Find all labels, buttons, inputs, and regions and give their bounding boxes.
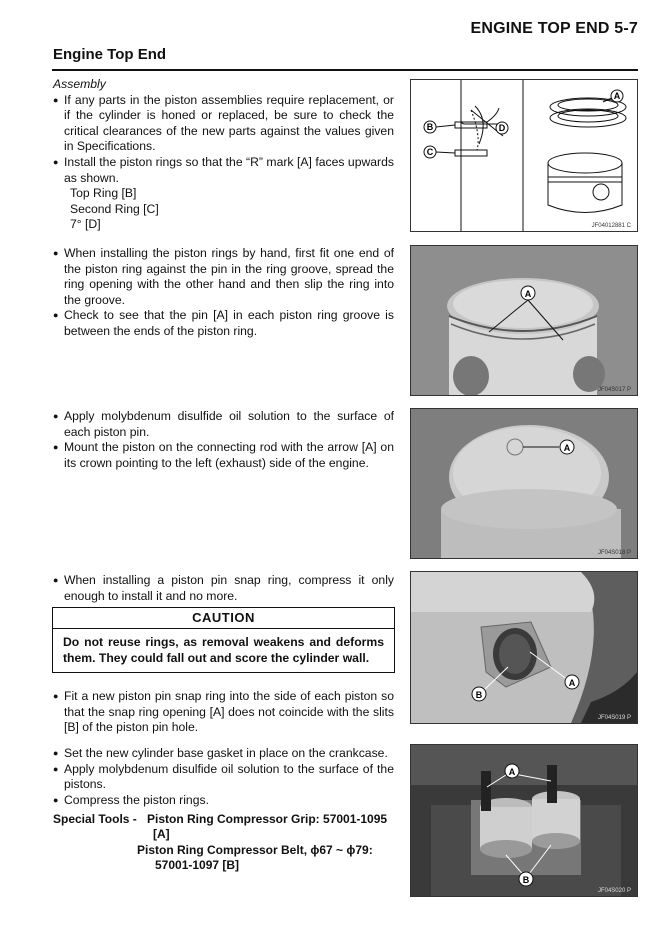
callout-b: B — [426, 122, 434, 132]
callout-d: D — [498, 123, 506, 133]
section-title: Engine Top End — [53, 46, 167, 63]
assembly-block-3 — [53, 409, 394, 471]
figure-ring-compressor-photo — [410, 744, 638, 897]
assembly-block-1 — [53, 77, 394, 233]
legend-top-ring: Top Ring [B] — [70, 186, 137, 201]
caution-title: CAUTION — [53, 608, 394, 629]
tool-belt-name: Piston Ring Compressor Belt, ϕ67 ~ ϕ79: — [137, 843, 373, 858]
tool-grip-ref: [A] — [153, 827, 170, 842]
figure-code: JF04S020 P — [597, 888, 631, 894]
caution-box — [52, 607, 395, 673]
figure-ring-diagram — [410, 79, 638, 232]
legend-angle: 7° [D] — [70, 217, 101, 232]
callout-c: C — [426, 147, 434, 157]
bullet-oil-piston-pin: ● Apply molybdenum disulfide oil solution to the surface of each piston pin. — [53, 409, 394, 440]
bullet-snap-ring-compress: ● When installing a piston pin snap ring, compress it only enough to install it and no more. — [53, 573, 394, 604]
page-header: ENGINE TOP END 5-7 — [470, 20, 638, 37]
title-rule — [52, 69, 638, 71]
tool-grip-name: Piston Ring Compressor Grip: 57001-1095 — [147, 812, 388, 827]
subheading-assembly: Assembly — [53, 77, 106, 91]
figure-code: JF04012881 C — [591, 223, 631, 229]
caution-body: Do not reuse rings, as removal weakens and deforms them. They could fall out and score the cylinder wall. — [63, 635, 384, 665]
callout-a: A — [508, 767, 516, 777]
piston-photo-drawing — [411, 246, 637, 395]
ring-diagram-drawing — [411, 80, 637, 231]
bullet-base-gasket: ● Set the new cylinder base gasket in place on the crankcase. — [53, 746, 394, 762]
snap-ring-photo-drawing — [411, 572, 637, 723]
figure-piston-crown-arrow-photo — [410, 408, 638, 559]
figure-code: JF04S018 P — [597, 550, 631, 556]
bullet-mount-piston-arrow: ● Mount the piston on the connecting rod with the arrow [A] on its crown pointing to the left (exhaust) side of the engine. — [53, 440, 394, 471]
assembly-block-4 — [53, 573, 394, 604]
bullet-install-rings-r-mark: ● Install the piston rings so that the “R” mark [A] faces upwards as shown. — [53, 155, 394, 186]
assembly-block-6 — [53, 746, 394, 872]
legend-second-ring: Second Ring [C] — [70, 201, 159, 216]
callout-a: A — [524, 289, 532, 299]
figure-snap-ring-photo — [410, 571, 638, 724]
assembly-block-5 — [53, 689, 394, 736]
special-tools — [53, 812, 394, 872]
figure-code: JF04S019 P — [597, 715, 631, 721]
special-tools-label: Special Tools - — [53, 812, 137, 827]
crown-photo-drawing — [411, 409, 637, 558]
bullet-install-rings-by-hand: ● When installing the piston rings by hand, first fit one end of the piston ring against the pin in the ring groove, spread the ring opening with the other hand and then slip the ring into the groove. — [53, 246, 394, 308]
callout-a: A — [563, 443, 571, 453]
figure-code: JF04S017 P — [597, 387, 631, 393]
bullet-oil-pistons: ● Apply molybdenum disulfide oil solution to the surface of the pistons. — [53, 762, 394, 793]
callout-a: A — [568, 678, 576, 688]
assembly-block-2 — [53, 246, 394, 340]
tool-belt-ref: 57001-1097 [B] — [155, 858, 240, 873]
compressor-photo-drawing — [411, 745, 637, 896]
callout-b: B — [522, 875, 530, 885]
bullet-check-ring-pin: ● Check to see that the pin [A] in each piston ring groove is between the ends of the piston ring. — [53, 308, 394, 339]
callout-b: B — [475, 690, 483, 700]
figure-piston-ring-pin-photo — [410, 245, 638, 396]
bullet-replacement-clearances: ● If any parts in the piston assemblies require replacement, or if the cylinder is honed or replaced, be sure to check the critical clearances of the new parts against the values given in Specifications. — [53, 93, 394, 155]
bullet-fit-snap-ring: ● Fit a new piston pin snap ring into the side of each piston so that the snap ring opening [A] does not coincide with the slits [B] of the piston pin hole. — [53, 689, 394, 736]
bullet-compress-rings: ● Compress the piston rings. — [53, 793, 394, 809]
callout-a: A — [613, 91, 621, 101]
